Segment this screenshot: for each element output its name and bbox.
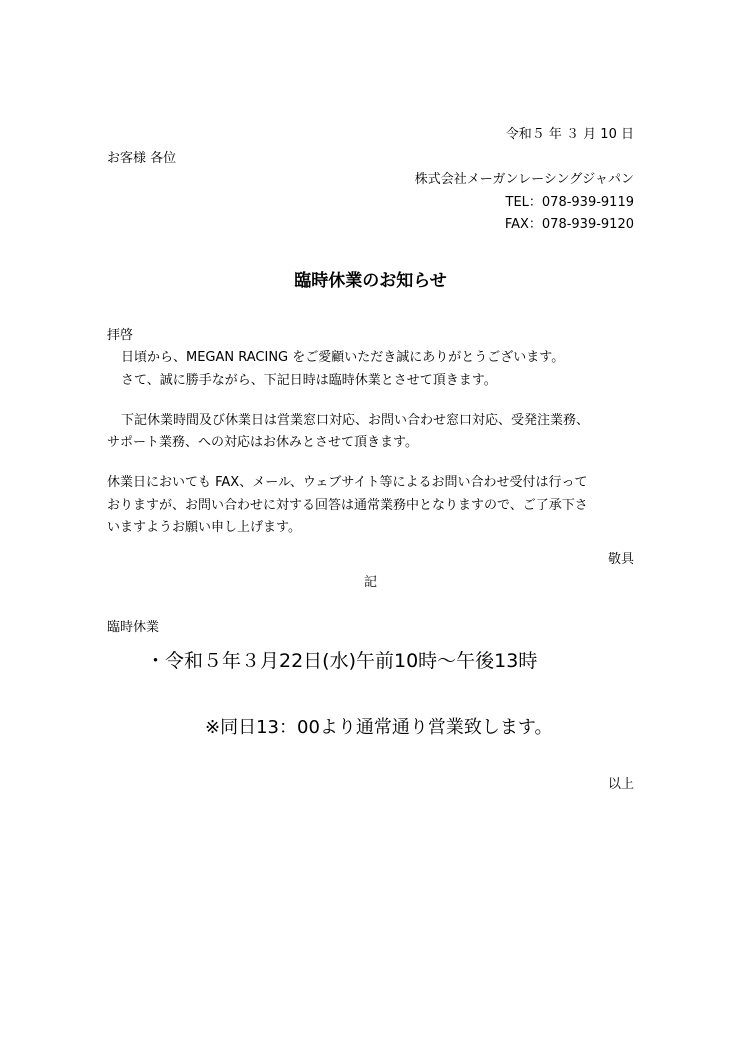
company-tel: TEL：078-939-9119 [505, 195, 634, 210]
paragraph-3-line-1: 休業日においても FAX、メール、ウェブサイト等によるお問い合わせ受付は行って [107, 475, 588, 490]
end-mark: 以上 [607, 777, 634, 792]
company-fax: FAX：078-939-9120 [504, 217, 634, 232]
reopen-note: ※同日13：00より通常通り営業致します。 [205, 717, 553, 738]
ki-heading: 記 [364, 575, 378, 590]
company-name: 株式会社メーガンレーシングジャパン [414, 172, 634, 187]
salutation: 拝啓 [107, 328, 134, 343]
closure-label: 臨時休業 [107, 620, 160, 635]
recipient: お客様 各位 [107, 151, 177, 166]
paragraph-3-line-3: いますようお願い申し上げます。 [107, 520, 301, 535]
closure-schedule: ・令和５年３月22日(水)午前10時～午後13時 [146, 650, 538, 672]
paragraph-1-line-2: さて、誠に勝手ながら、下記日時は臨時休業とさせて頂きます。 [121, 373, 497, 388]
paragraph-2-line-2: サポート業務、への対応はお休みとさせて頂きます。 [107, 435, 418, 450]
page-title: 臨時休業のお知らせ [294, 271, 447, 291]
closing: 敬具 [607, 552, 634, 567]
paragraph-1-line-1: 日頃から、MEGAN RACING をご愛顧いただき誠にありがとうございます。 [121, 350, 565, 365]
paragraph-3-line-2: おりますが、お問い合わせに対する回答は通常業務中となりますので、ご了承下さ [107, 498, 588, 513]
letter-date: 令和５ 年 ３ 月 10 日 [505, 127, 634, 142]
paragraph-2-line-1: 下記休業時間及び休業日は営業窓口対応、お問い合わせ窓口対応、受発注業務、 [121, 413, 590, 428]
